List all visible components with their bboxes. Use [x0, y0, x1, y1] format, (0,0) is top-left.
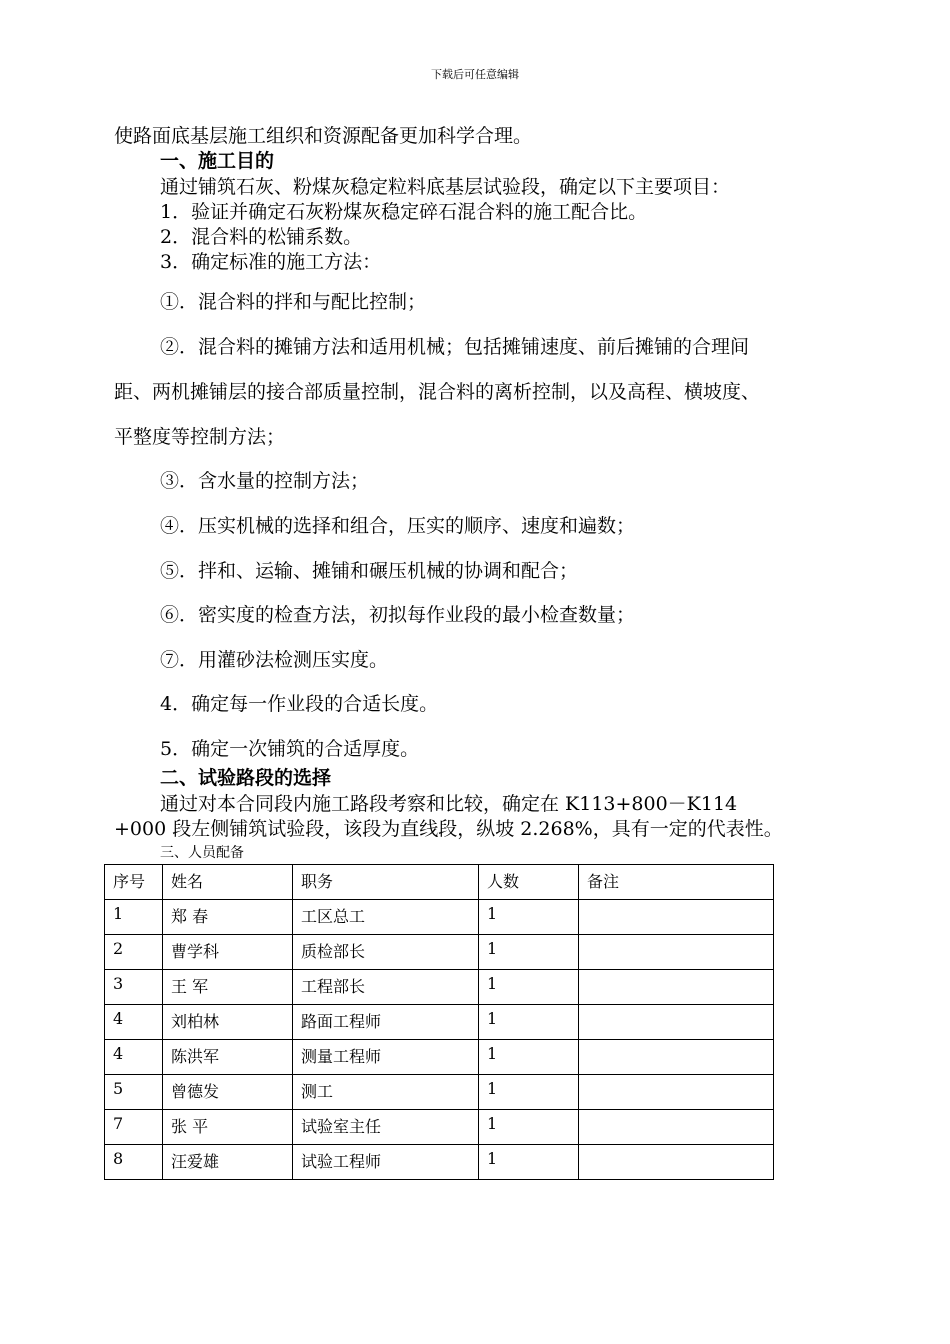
list-item: 1．验证并确定石灰粉煤灰稳定碎石混合料的施工配合比。	[160, 201, 648, 223]
cell-note	[579, 900, 774, 935]
cell-note	[579, 1110, 774, 1145]
paragraph-line: 通过铺筑石灰、粉煤灰稳定粒料底基层试验段，确定以下主要项目：	[160, 176, 731, 198]
table-caption: 三、人员配备	[160, 845, 244, 861]
cell-role: 测量工程师	[293, 1040, 479, 1075]
sub-list-item: ②．混合料的摊铺方法和适用机械；包括摊铺速度、前后摊铺的合理间	[160, 336, 750, 358]
cell-note	[579, 970, 774, 1005]
cell-role: 试验工程师	[293, 1145, 479, 1180]
header-cell: 人数	[479, 865, 579, 900]
sub-list-item: ⑦．用灌砂法检测压实度。	[160, 649, 389, 671]
table-row	[105, 1075, 774, 1110]
cell-role: 测工	[293, 1075, 479, 1110]
section-heading: 二、试验路段的选择	[160, 767, 332, 789]
table-header-row	[105, 865, 774, 900]
cell-name: 陈洪军	[163, 1040, 293, 1075]
table-row	[105, 1145, 774, 1180]
header-cell: 姓名	[163, 865, 293, 900]
cell-count: 1	[479, 1040, 579, 1075]
cell-count: 1	[479, 900, 579, 935]
section-heading: 一、施工目的	[160, 150, 275, 172]
cell-role: 质检部长	[293, 935, 479, 970]
paragraph-line: 平整度等控制方法；	[114, 426, 286, 448]
sub-list-item: ⑤．拌和、运输、摊铺和碾压机械的协调和配合；	[160, 560, 579, 582]
cell-role: 工程部长	[293, 970, 479, 1005]
header-cell: 备注	[579, 865, 774, 900]
cell-count: 1	[479, 970, 579, 1005]
table-row	[105, 1005, 774, 1040]
list-item: 2．混合料的松铺系数。	[160, 226, 363, 248]
cell-role: 工区总工	[293, 900, 479, 935]
table-row	[105, 1040, 774, 1075]
cell-note	[579, 1005, 774, 1040]
sub-list-item: ①．混合料的拌和与配比控制；	[160, 291, 427, 313]
cell-count: 1	[479, 1075, 579, 1110]
list-item: 5．确定一次铺筑的合适厚度。	[160, 738, 420, 760]
cell-index: 5	[105, 1075, 163, 1110]
table-row	[105, 1110, 774, 1145]
cell-role: 路面工程师	[293, 1005, 479, 1040]
table-row	[105, 970, 774, 1005]
header-cell: 序号	[105, 865, 163, 900]
sub-list-item: ④．压实机械的选择和组合，压实的顺序、速度和遍数；	[160, 515, 636, 537]
cell-note	[579, 1040, 774, 1075]
header-cell: 职务	[293, 865, 479, 900]
cell-note	[579, 1145, 774, 1180]
list-item: 4．确定每一作业段的合适长度。	[160, 693, 439, 715]
cell-role: 试验室主任	[293, 1110, 479, 1145]
cell-index: 4	[105, 1005, 163, 1040]
sub-list-item: ③．含水量的控制方法；	[160, 470, 370, 492]
page-header: 下载后可任意编辑	[431, 68, 519, 81]
cell-name: 郑 春	[163, 900, 293, 935]
cell-name: 曾德发	[163, 1075, 293, 1110]
cell-index: 8	[105, 1145, 163, 1180]
cell-name: 张 平	[163, 1110, 293, 1145]
cell-note	[579, 935, 774, 970]
paragraph-line: 使路面底基层施工组织和资源配备更加科学合理。	[114, 125, 533, 147]
cell-count: 1	[479, 1005, 579, 1040]
cell-index: 7	[105, 1110, 163, 1145]
paragraph-line: 距、两机摊铺层的接合部质量控制，混合料的离析控制，以及高程、横坡度、	[114, 381, 761, 403]
cell-name: 王 军	[163, 970, 293, 1005]
cell-name: 刘柏林	[163, 1005, 293, 1040]
cell-name: 曹学科	[163, 935, 293, 970]
table-row	[105, 935, 774, 970]
staff-table	[104, 864, 774, 1180]
cell-count: 1	[479, 1145, 579, 1180]
cell-count: 1	[479, 935, 579, 970]
cell-count: 1	[479, 1110, 579, 1145]
paragraph-line: +000 段左侧铺筑试验段，该段为直线段，纵坡 2.268%，具有一定的代表性。	[114, 818, 783, 840]
sub-list-item: ⑥．密实度的检查方法，初拟每作业段的最小检查数量；	[160, 604, 636, 626]
cell-index: 4	[105, 1040, 163, 1075]
cell-index: 3	[105, 970, 163, 1005]
cell-name: 汪爱雄	[163, 1145, 293, 1180]
list-item: 3．确定标准的施工方法：	[160, 251, 382, 273]
paragraph-line: 通过对本合同段内施工路段考察和比较，确定在 K113+800－K114	[160, 793, 738, 815]
table-row	[105, 900, 774, 935]
cell-index: 2	[105, 935, 163, 970]
cell-index: 1	[105, 900, 163, 935]
cell-note	[579, 1075, 774, 1110]
